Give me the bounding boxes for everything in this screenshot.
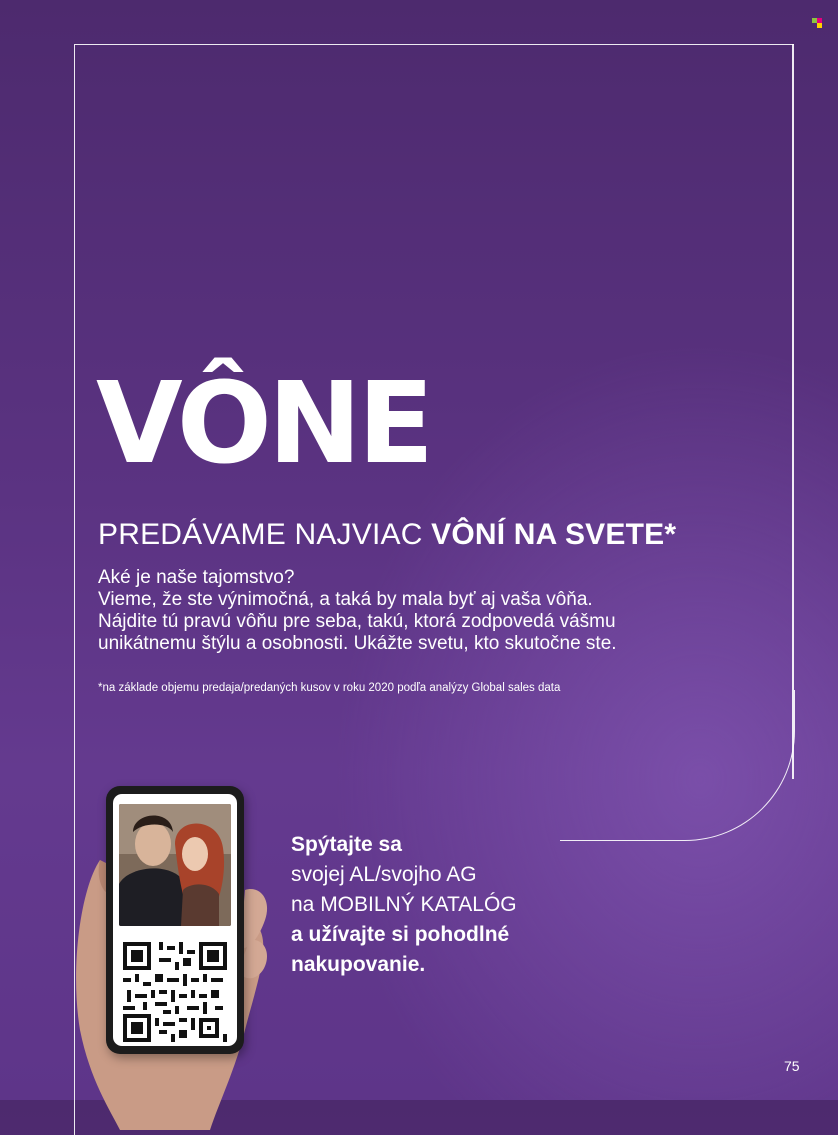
cta-line: nakupovanie. xyxy=(291,953,426,976)
decorative-frame-curve xyxy=(560,690,795,841)
body-paragraph xyxy=(98,567,698,655)
subheadline-light: PREDÁVAME NAJVIAC xyxy=(98,518,432,551)
brand-dot-icon xyxy=(812,18,822,28)
phone-screen xyxy=(113,794,237,1046)
couple-photo xyxy=(119,804,231,926)
subheadline-bold: VÔNÍ NA SVETE* xyxy=(431,518,677,551)
page-number: 75 xyxy=(784,1058,800,1074)
smartphone-illustration xyxy=(106,786,244,1054)
decorative-frame-right xyxy=(792,44,794,779)
body-line: Vieme, že ste výnimočná, a taká by mala byť aj vaša vôňa. xyxy=(98,589,593,610)
body-line: Nájdite tú pravú vôňu pre seba, takú, ktorá zodpovedá vášmu xyxy=(98,611,616,632)
cta-line: a užívajte si pohodlné xyxy=(291,923,510,946)
cta-line: na MOBILNÝ KATALÓG xyxy=(291,893,517,916)
cta-line: svojej AL/svojho AG xyxy=(291,863,477,886)
footnote: *na základe objemu predaja/predaných kusov v roku 2020 podľa analýzy Global sales data xyxy=(98,682,561,694)
body-line: Aké je naše tajomstvo? xyxy=(98,567,295,588)
mobile-catalog-callout xyxy=(291,830,517,980)
body-line: unikátnemu štýlu a osobnosti. Ukážte svetu, kto skutočne ste. xyxy=(98,633,617,654)
cta-line: Spýtajte sa xyxy=(291,833,402,856)
subheadline xyxy=(98,518,676,552)
qr-code xyxy=(123,942,227,1042)
page-title: VÔNE xyxy=(96,359,431,489)
